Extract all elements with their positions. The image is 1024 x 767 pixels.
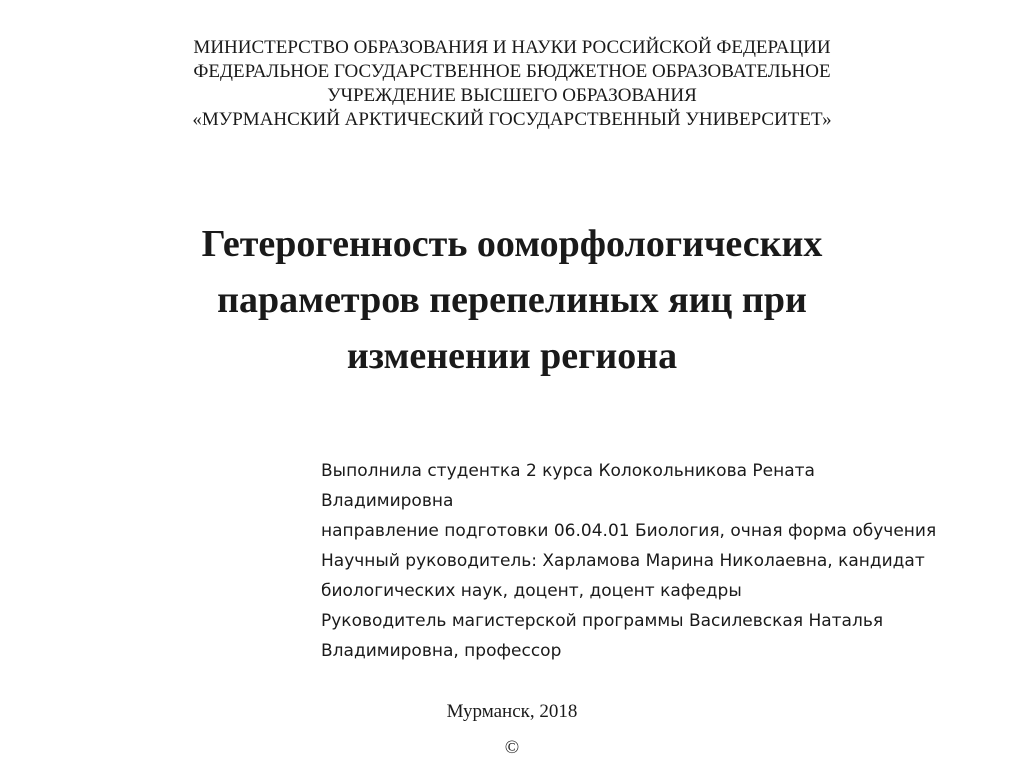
info-line: Владимировна, профессор [321,641,562,661]
author-info-block [321,456,1011,666]
copyright-symbol: © [504,737,520,758]
document-title [0,216,1024,384]
title-line: параметров перепелиных яиц при [217,279,807,321]
header-line: «МУРМАНСКИЙ АРКТИЧЕСКИЙ ГОСУДАРСТВЕННЫЙ УНИВЕРСИТЕТ» [192,109,832,130]
info-line: направление подготовки 06.04.01 Биология, очная форма обучения [321,521,937,541]
info-line: Руководитель магистерской программы Василевская Наталья [321,611,884,631]
info-line: Научный руководитель: Харламова Марина Николаевна, кандидат [321,551,925,571]
header-line: МИНИСТЕРСТВО ОБРАЗОВАНИЯ И НАУКИ РОССИЙСКОЙ ФЕДЕРАЦИИ [193,37,831,58]
city-year: Мурманск, 2018 [446,701,578,722]
header-line: ФЕДЕРАЛЬНОЕ ГОСУДАРСТВЕННОЕ БЮДЖЕТНОЕ ОБРАЗОВАТЕЛЬНОЕ [193,61,831,82]
ministry-header [0,36,1024,132]
info-line: Владимировна [321,491,454,511]
info-line: биологических наук, доцент, доцент кафедры [321,581,742,601]
header-line: УЧРЕЖДЕНИЕ ВЫСШЕГО ОБРАЗОВАНИЯ [327,85,697,106]
title-line: Гетерогенность ооморфологических [201,223,823,265]
title-line: изменении региона [346,335,678,377]
info-line: Выполнила студентка 2 курса Колокольникова Рената [321,461,815,481]
